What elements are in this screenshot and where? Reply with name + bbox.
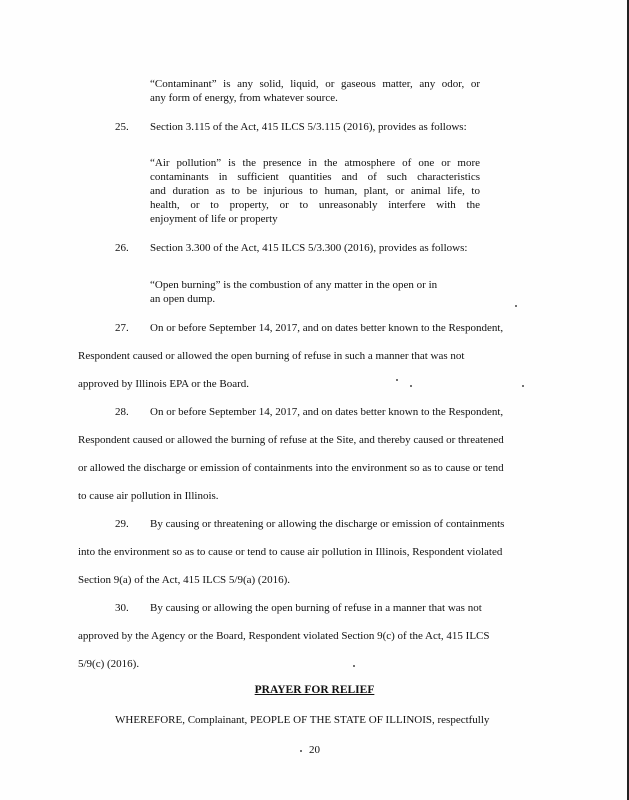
quote-air-pollution-line-2: contaminants in sufficient quantities and of such characteristics bbox=[150, 171, 480, 183]
paragraph-30-line-3: 5/9(c) (2016). bbox=[78, 658, 140, 670]
prayer-for-relief-heading: PRAYER FOR RELIEF bbox=[254, 684, 375, 696]
paragraph-28-line-1: On or before September 14, 2017, and on dates better known to the Respondent, bbox=[150, 406, 504, 418]
quote-contaminant-line-2: any form of energy, from whatever source. bbox=[150, 92, 338, 104]
paragraph-28-line-2: Respondent caused or allowed the burning of refuse at the Site, and thereby caused or threatened bbox=[78, 434, 504, 446]
scan-speck bbox=[300, 750, 302, 752]
paragraph-26-number: 26. bbox=[115, 242, 129, 254]
paragraph-30-line-1: By causing or allowing the open burning of refuse in a manner that was not bbox=[150, 602, 482, 614]
page-number: 20 bbox=[309, 744, 320, 756]
paragraph-27-line-3: approved by Illinois EPA or the Board. bbox=[78, 378, 249, 390]
paragraph-29-line-2: into the environment so as to cause or tend to cause air pollution in Illinois, Respondent violated bbox=[78, 546, 503, 558]
paragraph-27-line-1: On or before September 14, 2017, and on dates better known to the Respondent, bbox=[150, 322, 504, 334]
paragraph-26-text: Section 3.300 of the Act, 415 ILCS 5/3.300 (2016), provides as follows: bbox=[150, 242, 468, 254]
paragraph-30-line-2: approved by the Agency or the Board, Respondent violated Section 9(c) of the Act, 415 ILCS bbox=[78, 630, 490, 642]
prayer-line-1: WHEREFORE, Complainant, PEOPLE OF THE STATE OF ILLINOIS, respectfully bbox=[115, 714, 490, 726]
scan-speck bbox=[410, 385, 412, 387]
quote-contaminant-line-1: “Contaminant” is any solid, liquid, or gaseous matter, any odor, or bbox=[150, 78, 480, 90]
paragraph-25-number: 25. bbox=[115, 121, 129, 133]
paragraph-27-number: 27. bbox=[115, 322, 129, 334]
scan-speck bbox=[522, 385, 524, 387]
paragraph-27-line-2: Respondent caused or allowed the open burning of refuse in such a manner that was not bbox=[78, 350, 465, 362]
quote-air-pollution-line-3: and duration as to be injurious to human, plant, or animal life, to bbox=[150, 185, 480, 197]
paragraph-30-number: 30. bbox=[115, 602, 129, 614]
paragraph-28-number: 28. bbox=[115, 406, 129, 418]
scan-speck bbox=[396, 379, 398, 381]
quote-air-pollution-line-4: health, or to property, or to unreasonably interfere with the bbox=[150, 199, 480, 211]
quote-open-burning-line-2: an open dump. bbox=[150, 293, 216, 305]
quote-air-pollution-line-5: enjoyment of life or property bbox=[150, 213, 278, 225]
scan-speck bbox=[353, 665, 355, 667]
paragraph-25-text: Section 3.115 of the Act, 415 ILCS 5/3.115 (2016), provides as follows: bbox=[150, 121, 467, 133]
paragraph-28-line-3: or allowed the discharge or emission of containments into the environment so as to cause or tend bbox=[78, 462, 504, 474]
quote-air-pollution-line-1: “Air pollution” is the presence in the atmosphere of one or more bbox=[150, 157, 480, 169]
paragraph-28-line-4: to cause air pollution in Illinois. bbox=[78, 490, 219, 502]
quote-open-burning-line-1: “Open burning” is the combustion of any matter in the open or in bbox=[150, 279, 438, 291]
paragraph-29-number: 29. bbox=[115, 518, 129, 530]
scan-speck bbox=[515, 305, 517, 307]
paragraph-29-line-1: By causing or threatening or allowing the discharge or emission of containments bbox=[150, 518, 505, 530]
paragraph-29-line-3: Section 9(a) of the Act, 415 ILCS 5/9(a) (2016). bbox=[78, 574, 291, 586]
